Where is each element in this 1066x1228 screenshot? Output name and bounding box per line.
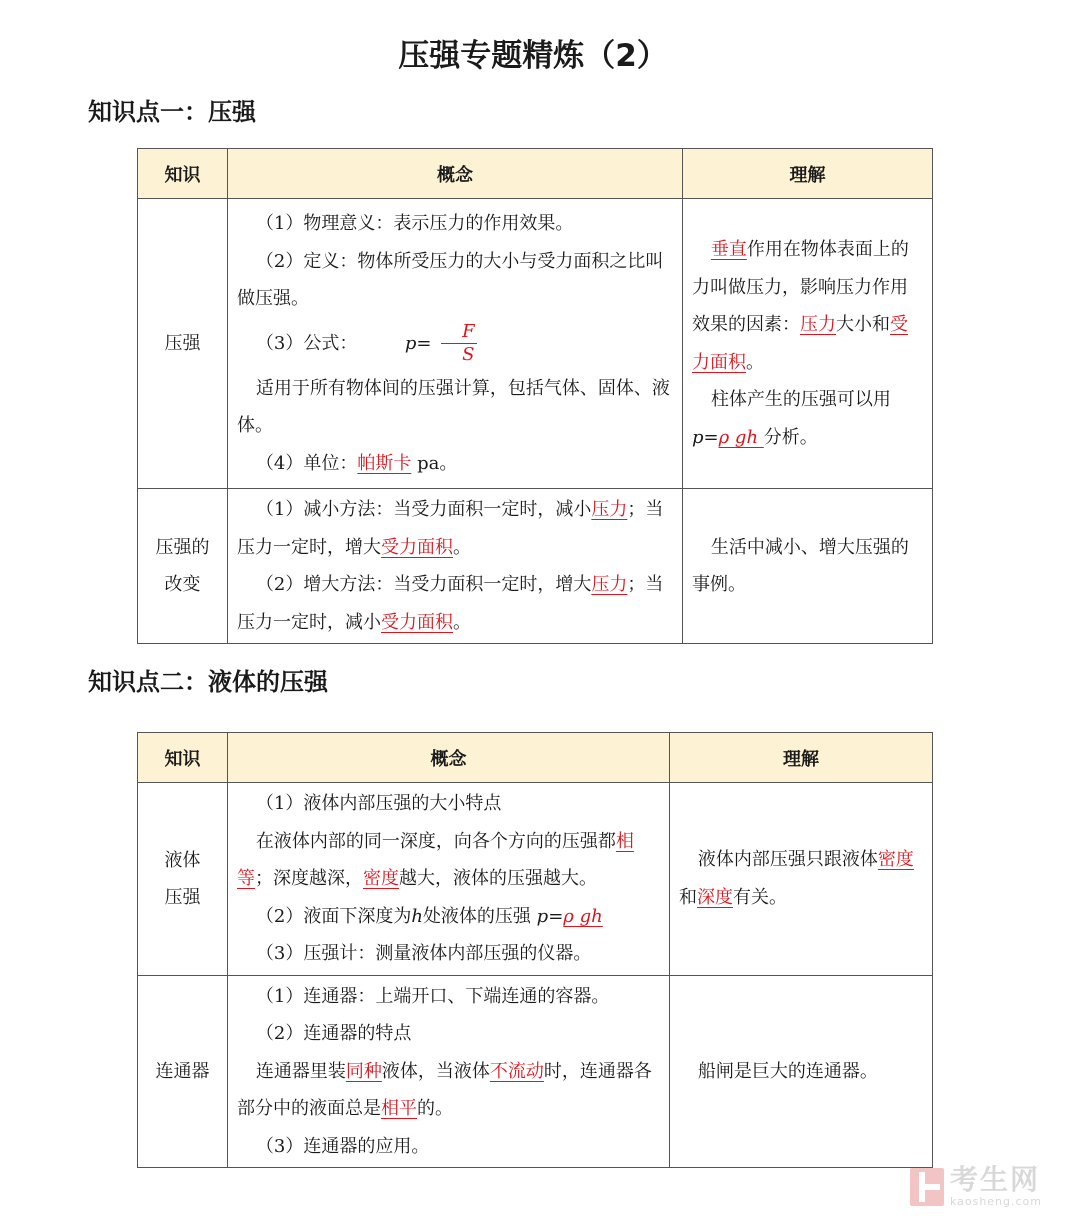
answer-blank: 密度 <box>363 868 399 889</box>
text-span: 液体，当液体 <box>381 1060 490 1082</box>
text-span: （1）减小方法：当受力面积一定时，减小 <box>255 499 592 520</box>
unit-suffix: pa。 <box>411 452 458 474</box>
formula-line <box>237 318 673 370</box>
text-span: 。 <box>453 611 471 633</box>
text-span: ；当压力一定时，增大 <box>237 499 664 558</box>
answer-blank: 受力面积 <box>692 314 908 373</box>
concept-line <box>237 1053 660 1128</box>
table-row <box>138 783 933 976</box>
concept-line: （2）连通器的特点 <box>255 1023 412 1044</box>
row-label: 连通器 <box>138 975 228 1168</box>
formula-equals: = <box>416 332 432 354</box>
header-understanding: 理解 <box>683 149 933 199</box>
understanding-line: 柱体产生的压强可以用 <box>710 389 891 410</box>
table-row <box>138 489 933 644</box>
unit-line <box>237 445 673 483</box>
formula-equals: = <box>548 905 564 927</box>
understanding-line <box>679 841 923 916</box>
understanding-line: 生活中减小、增大压强的事例。 <box>692 536 909 595</box>
header-knowledge: 知识 <box>138 733 228 783</box>
text-span: 处液体的压强 <box>422 905 537 927</box>
label-line: 压强 <box>164 886 201 908</box>
answer-blank: 压力 <box>800 314 836 335</box>
watermark-logo <box>910 1165 1042 1208</box>
page-title: 压强专题精炼（2） <box>398 38 668 74</box>
logo-icon <box>910 1168 944 1206</box>
text-span: 大小和 <box>836 314 890 335</box>
answer-blank: 帕斯卡 <box>357 452 412 474</box>
answer-blank: 同种 <box>345 1060 382 1082</box>
concept-cell <box>228 199 683 489</box>
answer-blank: 密度 <box>877 849 914 871</box>
concept-cell <box>228 489 683 644</box>
text-span: 液体内部压强只跟液体 <box>697 849 878 871</box>
concept-line: （3）压强计：测量液体内部压强的仪器。 <box>255 943 592 964</box>
table-row <box>138 975 933 1168</box>
text-span: 越大，液体的压强越大。 <box>399 868 597 889</box>
formula-p: p <box>536 905 549 927</box>
concept-line <box>237 491 673 566</box>
row-label <box>138 783 228 976</box>
answer-blank: ρ gh <box>718 426 764 448</box>
concept-line: （3）连通器的应用。 <box>255 1135 430 1157</box>
section-heading-2: 知识点二：液体的压强 <box>88 668 328 696</box>
text-span: 的。 <box>417 1098 453 1119</box>
concept-cell <box>228 975 670 1168</box>
header-concept: 概念 <box>228 149 683 199</box>
answer-blank: 受力面积 <box>381 536 453 558</box>
answer-blank: 压力 <box>591 574 628 595</box>
answer-blank: 受力面积 <box>381 611 453 633</box>
text-span: 。 <box>453 536 471 558</box>
label-line: 液体 <box>164 849 201 871</box>
text-span: 在液体内部的同一深度，向各个方向的压强都 <box>255 830 616 852</box>
section-heading-1: 知识点一：压强 <box>88 98 256 126</box>
concept-line: （1）连通器：上端开口、下端连通的容器。 <box>255 985 610 1007</box>
text-span: ；深度越深， <box>255 868 363 889</box>
concept-line <box>237 898 660 936</box>
table-pressure <box>137 148 933 644</box>
header-knowledge: 知识 <box>138 149 228 199</box>
concept-line: 适用于所有物体间的压强计算，包括气体、固体、液体。 <box>237 377 670 436</box>
concept-cell <box>228 783 670 976</box>
fraction-denominator: S <box>462 344 475 365</box>
text-span: 时，连通器各部分中的液面总是 <box>237 1060 652 1119</box>
text-span: 作用在物体表面上的力叫做压力，影响压力作用效果的因素： <box>692 239 909 335</box>
formula-fraction <box>441 321 476 366</box>
text-span: （2）增大方法：当受力面积一定时，增大 <box>255 574 592 595</box>
concept-line: （2）定义：物体所受压力的大小与受力面积之比叫做压强。 <box>237 250 664 309</box>
formula-h: h <box>411 905 423 927</box>
concept-line <box>237 566 673 641</box>
answer-blank: 压力 <box>591 499 628 520</box>
label-line: 改变 <box>164 574 201 595</box>
answer-blank: 相等 <box>237 830 634 889</box>
row-label <box>138 489 228 644</box>
answer-blank: 相平 <box>381 1098 417 1119</box>
table-liquid-pressure <box>137 732 933 1168</box>
concept-line: （1）物理意义：表示压力的作用效果。 <box>255 213 574 234</box>
row-label: 压强 <box>138 199 228 489</box>
answer-blank: ρ gh <box>563 905 603 927</box>
text-span: 分析。 <box>763 426 818 448</box>
text-span: ；当压力一定时，减小 <box>237 574 664 633</box>
understanding-line <box>692 231 923 381</box>
understanding-cell <box>670 975 933 1168</box>
text-span: 连通器里装 <box>255 1060 346 1082</box>
understanding-cell <box>670 783 933 976</box>
table-row <box>138 199 933 489</box>
watermark-text: 考生网 <box>949 1163 1040 1196</box>
label-line: 压强的 <box>155 537 210 558</box>
concept-line: （1）液体内部压强的大小特点 <box>255 793 502 814</box>
text-span: （2）液面下深度为 <box>255 905 412 927</box>
formula-equals: = <box>703 426 719 448</box>
text-span: 有关。 <box>733 886 787 908</box>
text-span: 。 <box>746 351 764 373</box>
formula-p: p <box>404 332 417 354</box>
understanding-cell <box>683 199 933 489</box>
watermark-domain: kaosheng.com <box>949 1195 1042 1208</box>
concept-line <box>237 823 660 898</box>
formula-label: （3）公式： <box>255 332 358 354</box>
answer-blank: 垂直 <box>710 239 747 260</box>
answer-blank: 不流动 <box>489 1060 544 1082</box>
answer-blank: 深度 <box>697 886 733 908</box>
header-concept: 概念 <box>228 733 670 783</box>
understanding-line <box>692 419 923 457</box>
text-span: 和 <box>679 886 697 908</box>
unit-label: （4）单位： <box>255 452 358 474</box>
header-understanding: 理解 <box>670 733 933 783</box>
table-header-row <box>138 149 933 199</box>
understanding-cell <box>683 489 933 644</box>
fraction-numerator: F <box>441 321 476 344</box>
formula-p: p <box>692 426 704 448</box>
understanding-line: 船闸是巨大的连通器。 <box>697 1060 878 1082</box>
table-header-row <box>138 733 933 783</box>
